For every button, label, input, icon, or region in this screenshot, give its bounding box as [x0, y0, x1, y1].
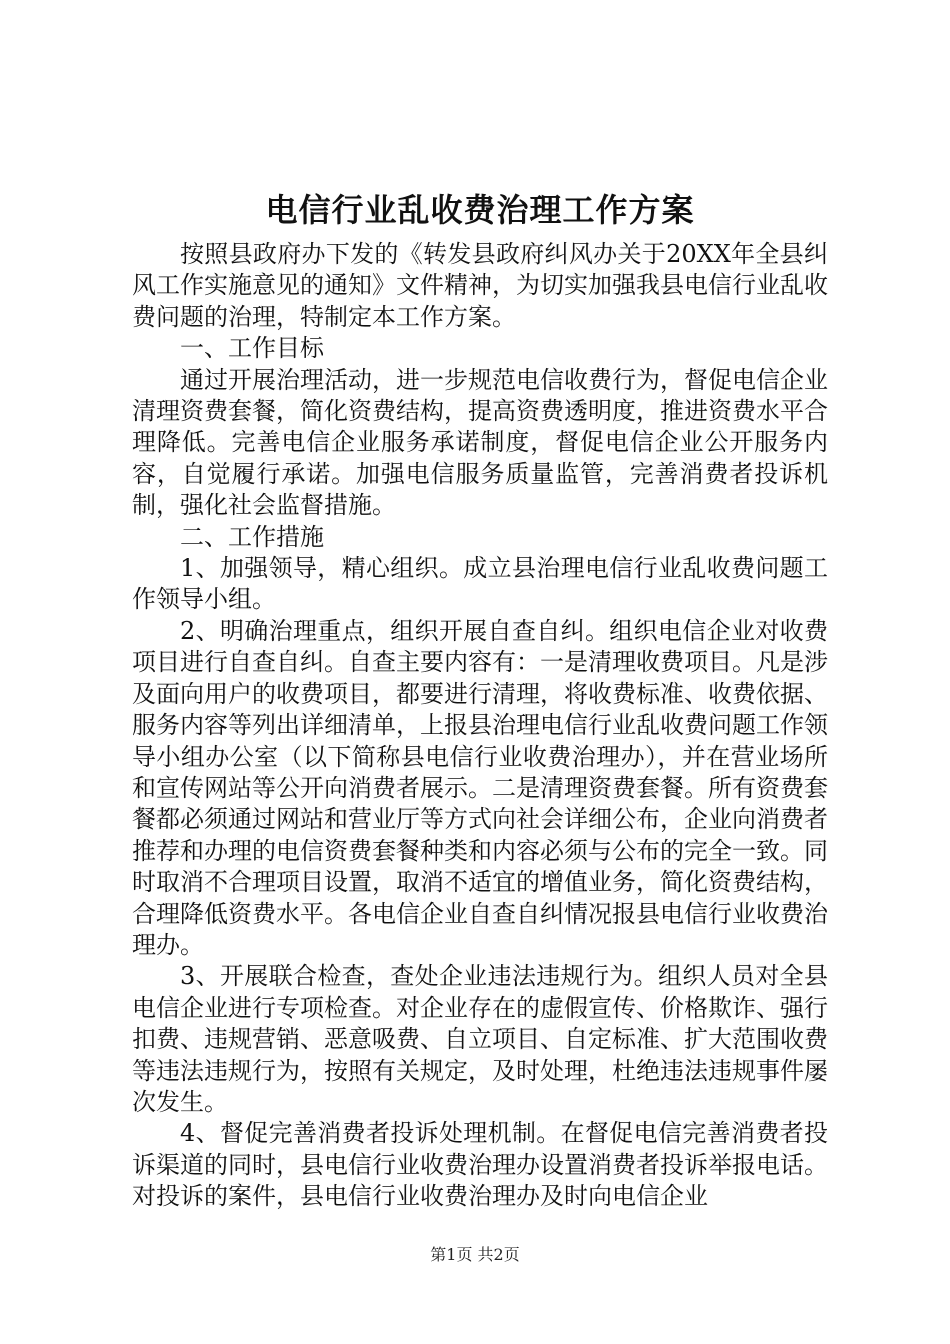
- paragraph-measure-2: 2、明确治理重点，组织开展自查自纠。组织电信企业对收费项目进行自查自纠。自查主要内容有：一是清理收费项目。凡是涉及面向用户的收费项目，都要进行清理，将收费标准、收费依据、服务内容等列出详细清单，上报县治理电信行业乱收费问题工作领导小组办公室（以下简称县电信行业收费治理办），并在营业场所和宣传网站等公开向消费者展示。二是清理资费套餐。所有资费套餐都必须通过网站和营业厅等方式向社会详细公布，企业向消费者推荐和办理的电信资费套餐种类和内容必须与公布的完全一致。同时取消不合理项目设置，取消不适宜的增值业务，简化资费结构，合理降低资费水平。各电信企业自查自纠情况报县电信行业收费治理办。: [132, 616, 828, 959]
- document-page: [132, 183, 828, 1213]
- section-heading-goals: 一、工作目标: [180, 334, 324, 363]
- paragraph-intro: 按照县政府办下发的《转发县政府纠风办关于20XX年全县纠风工作实施意见的通知》文件精神，为切实加强我县电信行业乱收费问题的治理，特制定本工作方案。: [132, 240, 828, 331]
- paragraph-measure-4: 4、督促完善消费者投诉处理机制。在督促电信完善消费者投诉渠道的同时，县电信行业收费治理办设置消费者投诉举报电话。对投诉的案件，县电信行业收费治理办及时向电信企业: [132, 1119, 828, 1211]
- section-heading-measures: 二、工作措施: [180, 522, 324, 551]
- document-title: 电信行业乱收费治理工作方案: [265, 191, 695, 229]
- paragraph-goals: 通过开展治理活动，进一步规范电信收费行为，督促电信企业清理资费套餐，简化资费结构，提高资费透明度，推进资费水平合理降低。完善电信企业服务承诺制度，督促电信企业公开服务内容，自觉履行承诺。加强电信服务质量监管，完善消费者投诉机制，强化社会监督措施。: [132, 365, 828, 520]
- page-footer: 第1页 共2页: [430, 1245, 520, 1264]
- document-body: [132, 239, 828, 1213]
- paragraph-measure-3: 3、开展联合检查，查处企业违法违规行为。组织人员对全县电信企业进行专项检查。对企业存在的虚假宣传、价格欺诈、强行扣费、违规营销、恶意吸费、自立项目、自定标准、扩大范围收费等违法违规行为，按照有关规定，及时处理，杜绝违法违规事件屡次发生。: [132, 962, 828, 1116]
- paragraph-measure-1: 1、加强领导，精心组织。成立县治理电信行业乱收费问题工作领导小组。: [132, 554, 828, 614]
